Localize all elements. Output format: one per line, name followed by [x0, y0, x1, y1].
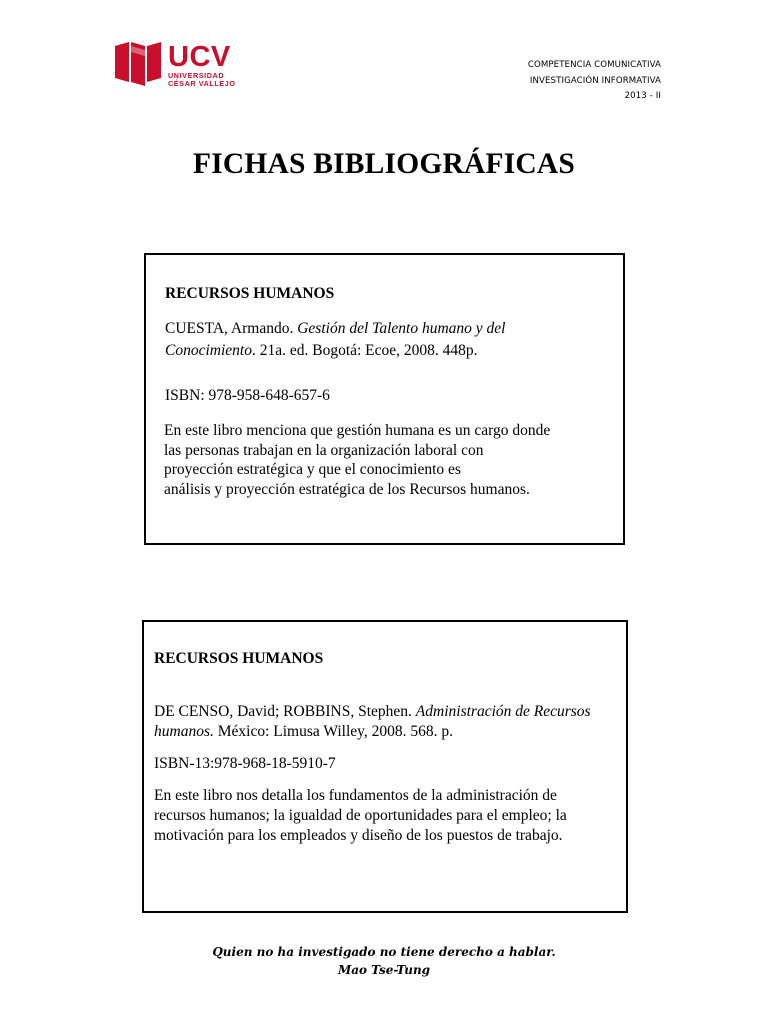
summary-line: En este libro nos detalla los fundamentos de la administración de: [154, 787, 557, 804]
summary-line: recursos humanos; la igualdad de oportunidades para el empleo; la: [154, 807, 567, 824]
citation-details: México: Limusa Willey, 2008. 568. p.: [213, 723, 454, 740]
course-name: COMPETENCIA COMUNICATIVA: [527, 60, 661, 70]
page-title: FICHAS BIBLIOGRÁFICAS: [192, 148, 576, 180]
logo-line-1: UNIVERSIDAD: [168, 71, 225, 80]
ucv-logo: [115, 42, 245, 88]
footer-quote: [0, 943, 768, 979]
summary-line: las personas trabajan en la organización laboral con: [164, 441, 484, 459]
logo-line-2: CÉSAR VALLEJO: [168, 79, 236, 88]
citation-title-part-2: humanos.: [154, 723, 214, 740]
ucv-shield-icon: [115, 42, 161, 86]
bibliographic-card: [144, 253, 625, 545]
summary-line: motivación para los empleados y diseño de los puestos de trabajo.: [154, 827, 563, 844]
card-heading: RECURSOS HUMANOS: [165, 285, 335, 302]
summary-line: análisis y proyección estratégica de los Recursos humanos.: [164, 480, 530, 498]
citation-author: CUESTA, Armando.: [165, 320, 298, 337]
card-summary: [154, 786, 622, 846]
term-label: 2013 - II: [624, 91, 661, 101]
citation-details: . 21a. ed. Bogotá: Ecoe, 2008. 448p.: [251, 342, 478, 359]
course-header: [528, 58, 661, 105]
summary-line: En este libro menciona que gestión humana es un cargo donde: [164, 422, 551, 439]
quote-author: Mao Tse-Tung: [337, 963, 431, 977]
bibliographic-card: [142, 620, 628, 913]
card-isbn: ISBN-13:978-968-18-5910-7: [154, 755, 336, 772]
subject-name: INVESTIGACIÓN INFORMATIVA: [529, 75, 661, 86]
summary-line: proyección estratégica y que el conocimiento es: [164, 461, 461, 478]
citation-title-part-2: Conocimiento: [165, 342, 252, 359]
card-heading: RECURSOS HUMANOS: [154, 650, 324, 667]
citation-author: DE CENSO, David; ROBBINS, Stephen.: [154, 703, 416, 720]
quote-text: Quien no ha investigado no tiene derecho a hablar.: [212, 945, 556, 959]
card-citation: [154, 702, 622, 742]
citation-title-part-1: Administración de Recursos: [415, 703, 591, 720]
card-summary: [164, 421, 604, 499]
card-isbn: ISBN: 978-958-648-657-6: [165, 387, 330, 404]
logo-wordmark: UCV: [168, 41, 231, 73]
citation-title-part-1: Gestión del Talento humano y del: [297, 320, 506, 337]
card-citation: [165, 318, 605, 362]
